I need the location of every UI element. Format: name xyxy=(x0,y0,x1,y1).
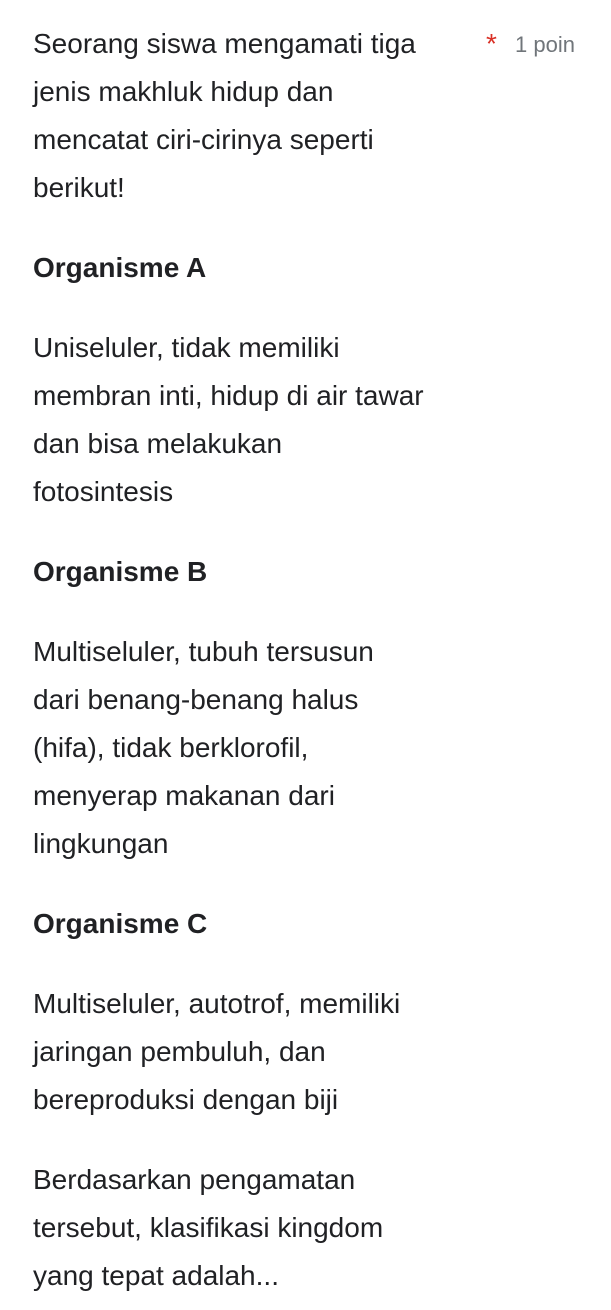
organism-a-description xyxy=(33,324,424,516)
question-text xyxy=(33,20,473,212)
organism-a-title: Organisme A xyxy=(33,252,207,283)
organism-b-description xyxy=(33,628,374,868)
required-asterisk: * xyxy=(486,28,497,59)
organism-c-description xyxy=(33,980,400,1124)
question-line: Seorang siswa mengamati tiga xyxy=(33,28,416,59)
question-line: jenis makhluk hidup dan xyxy=(33,76,334,107)
description-line: Multiseluler, autotrof, memiliki xyxy=(33,988,401,1019)
description-line: lingkungan xyxy=(33,828,169,859)
question-line: berikut! xyxy=(33,172,125,203)
description-line: dan bisa melakukan xyxy=(33,428,283,459)
description-line: (hifa), tidak berklorofil, xyxy=(33,732,309,763)
description-line: dari benang-benang halus xyxy=(33,684,359,715)
organism-b-title: Organisme B xyxy=(33,556,208,587)
description-line: menyerap makanan dari xyxy=(33,780,335,811)
description-line: Multiseluler, tubuh tersusun xyxy=(33,636,374,667)
description-line: membran inti, hidup di air tawar xyxy=(33,380,424,411)
question-line: mencatat ciri-cirinya seperti xyxy=(33,124,374,155)
description-line: bereproduksi dengan biji xyxy=(33,1084,339,1115)
description-line: Uniseluler, tidak memiliki xyxy=(33,332,340,363)
prompt-line: Berdasarkan pengamatan xyxy=(33,1164,356,1195)
question-prompt xyxy=(33,1156,383,1300)
points-label: 1 poin xyxy=(515,32,575,57)
prompt-line: yang tepat adalah... xyxy=(33,1260,279,1291)
description-line: fotosintesis xyxy=(33,476,174,507)
question-header xyxy=(33,20,593,212)
organism-c-title: Organisme C xyxy=(33,908,208,939)
prompt-line: tersebut, klasifikasi kingdom xyxy=(33,1212,384,1243)
description-line: jaringan pembuluh, dan xyxy=(33,1036,326,1067)
